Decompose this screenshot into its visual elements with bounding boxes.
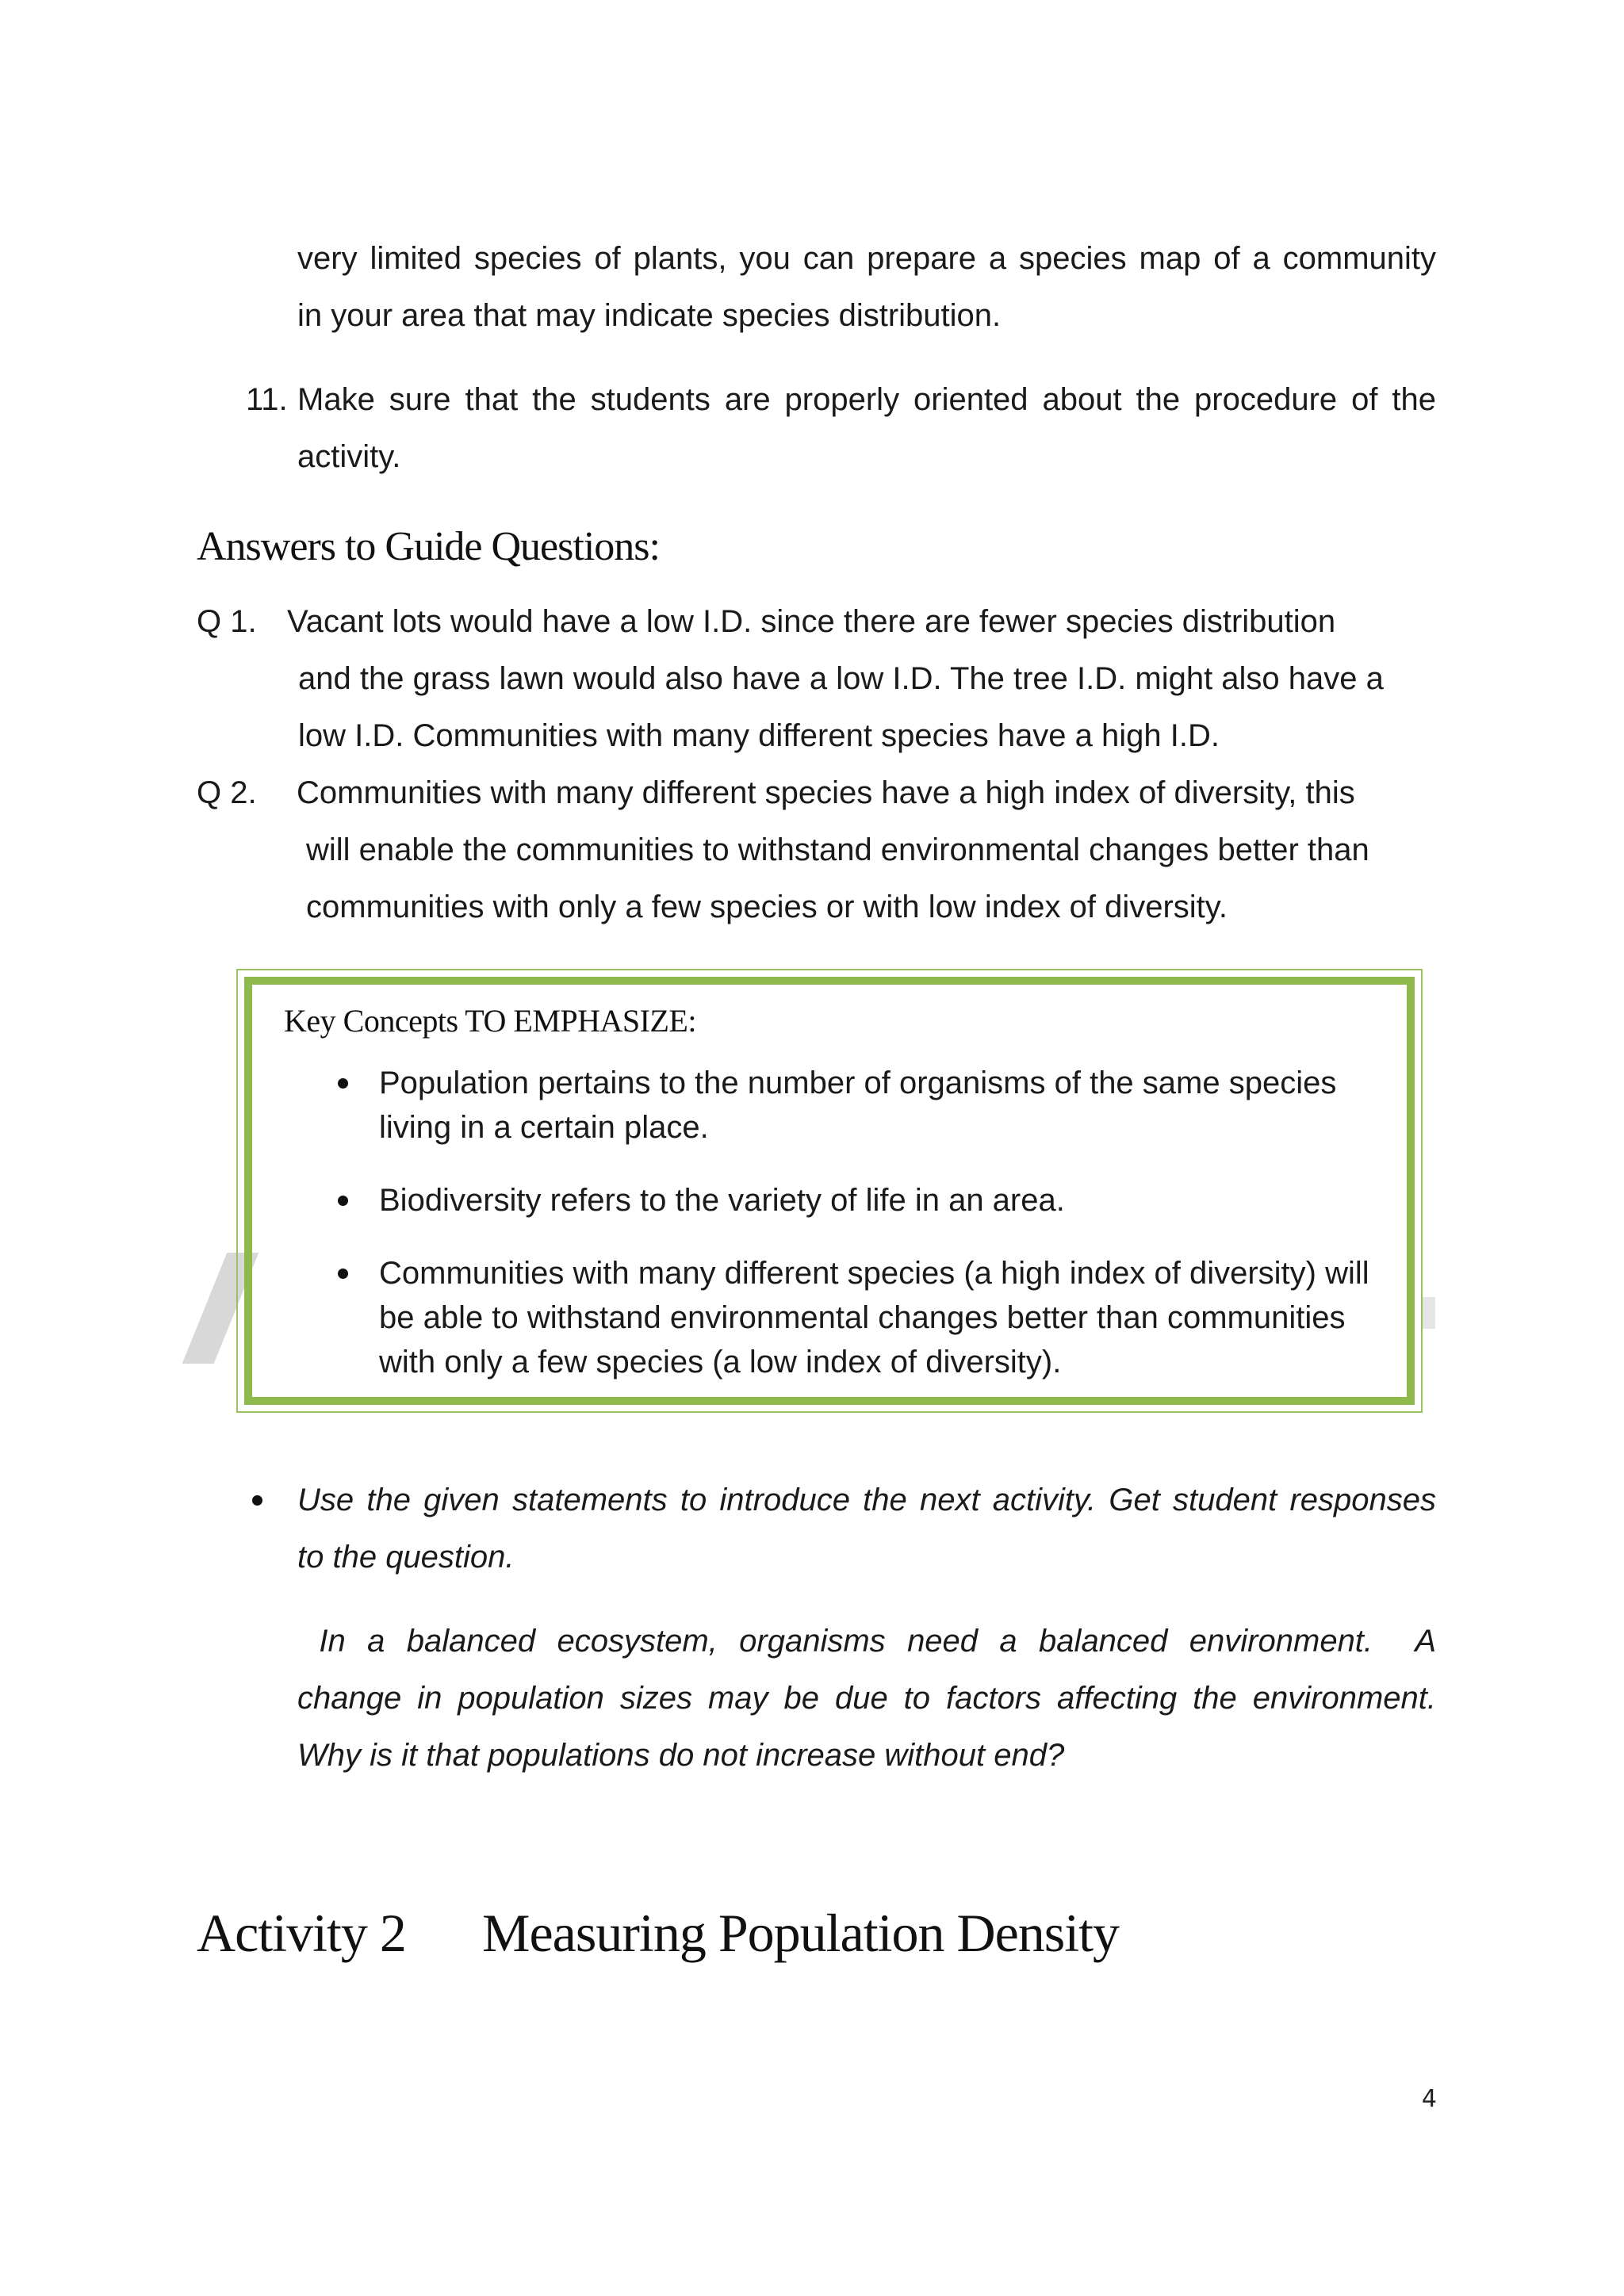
activity-number: Activity 2: [197, 1903, 406, 1963]
transition-para-line-1: In a balanced ecosystem, organisms need a balanced environment. A: [297, 1624, 1436, 1659]
key-concept-item: [284, 1061, 1375, 1150]
key-concept-item: [284, 1251, 1375, 1384]
watermark-fragment-right: [1423, 1297, 1435, 1329]
page-number: 4: [1421, 2085, 1437, 2113]
transition-bullet-line-2: to the question.: [297, 1540, 515, 1575]
q2-line-1: Communities with many different species have a high index of diversity, this: [297, 775, 1355, 810]
bullet-icon: [338, 1269, 348, 1279]
key-concepts-list: [284, 1061, 1375, 1413]
bullet-icon: [338, 1196, 348, 1206]
q2-line-2: will enable the communities to withstand environmental changes better than: [306, 832, 1369, 867]
intro-line-1: very limited species of plants, you can prepare a species map of a community: [297, 241, 1436, 276]
answers-heading: Answers to Guide Questions:: [197, 524, 660, 569]
key-concepts-border: [244, 977, 1415, 1405]
key-concept-text: Population pertains to the number of organisms of the same species living in a certain place.: [379, 1066, 1337, 1145]
transition-para-line-2: change in population sizes may be due to factors affecting the environment.: [297, 1681, 1436, 1716]
key-concept-item: [284, 1178, 1375, 1223]
item-11-line-2: activity.: [297, 439, 401, 474]
q2-label: Q 2.: [197, 775, 257, 810]
q1-label: Q 1.: [197, 604, 257, 639]
key-concept-text: Communities with many different species (a high index of diversity) will be able to withstand environmental changes better than communities with only a few species (a low index of diversity).: [379, 1256, 1369, 1380]
key-concepts-box: [236, 969, 1423, 1413]
q1-line-1: Vacant lots would have a low I.D. since there are fewer species distribution: [287, 604, 1336, 639]
item-11-line-1: Make sure that the students are properly oriented about the procedure of the: [297, 382, 1436, 417]
transition-para-line-3: Why is it that populations do not increase without end?: [297, 1738, 1065, 1773]
transition-bullet-line-1: Use the given statements to introduce the next activity. Get student responses: [297, 1483, 1436, 1517]
q2-line-3: communities with only a few species or with low index of diversity.: [306, 890, 1228, 924]
q1-line-3: low I.D. Communities with many different species have a high I.D.: [298, 718, 1220, 753]
bullet-icon: [338, 1078, 348, 1089]
q1-line-2: and the grass lawn would also have a low I.D. The tree I.D. might also have a: [298, 661, 1384, 696]
activity-title: Measuring Population Density: [482, 1903, 1120, 1963]
bullet-icon: [252, 1495, 262, 1506]
item-11-number: 11.: [246, 382, 288, 417]
intro-line-2: in your area that may indicate species distribution.: [297, 298, 1002, 333]
key-concept-text: Biodiversity refers to the variety of life in an area.: [379, 1183, 1065, 1218]
key-concepts-title: Key Concepts TO EMPHASIZE:: [284, 1003, 696, 1039]
